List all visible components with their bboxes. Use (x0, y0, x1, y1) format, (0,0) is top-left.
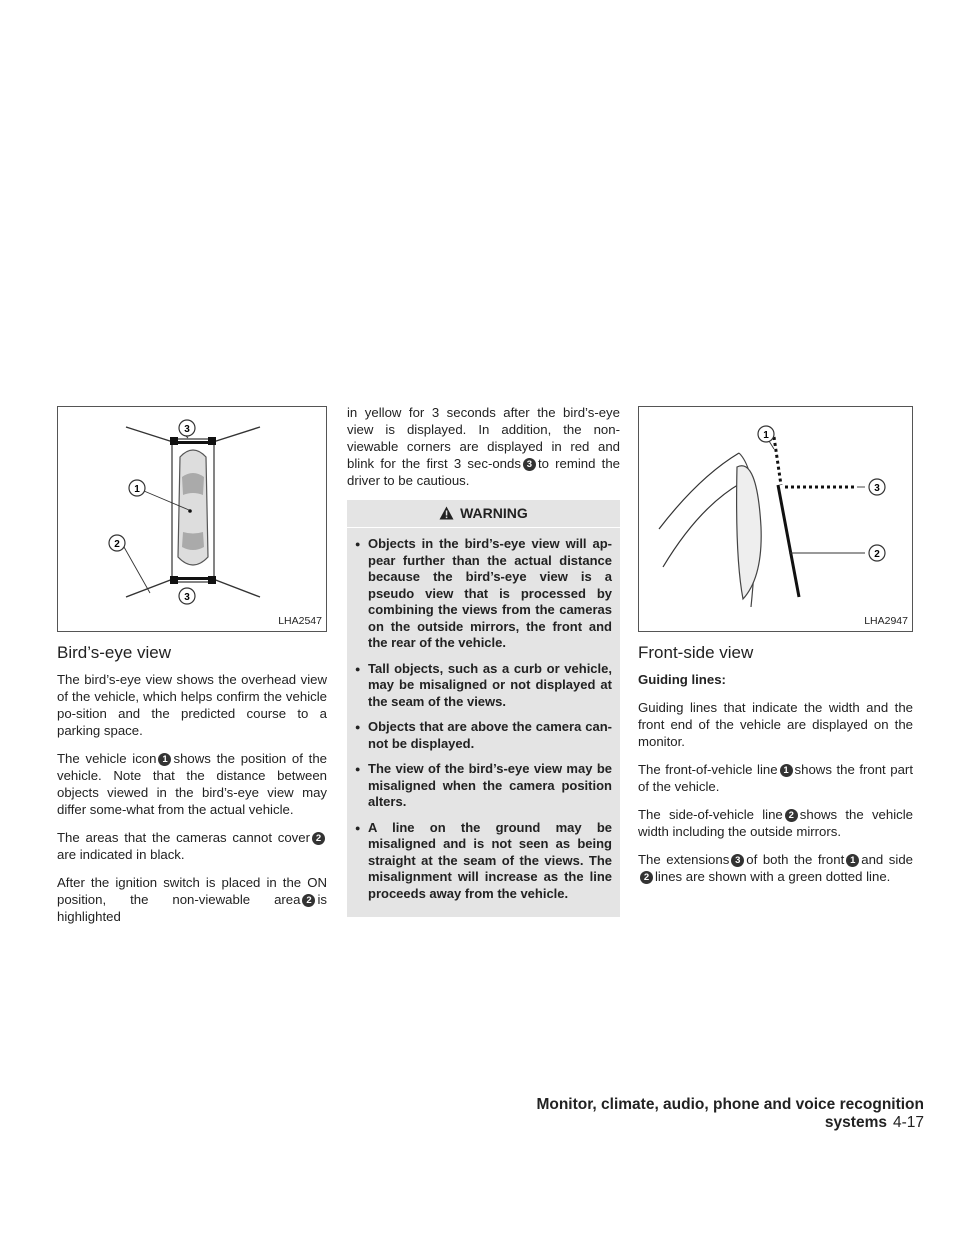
leader-line (124, 547, 150, 593)
svg-text:2: 2 (114, 539, 120, 550)
paragraph: The extensions 3 of both the front 1 and side2 lines are shown with a green dotted line. (638, 852, 913, 884)
paragraph: Guiding lines that indicate the width and the front end of the vehicle are displayed on the monitor. (638, 700, 913, 749)
callout-3-top (179, 420, 195, 436)
figure-code: LHA2947 (864, 615, 908, 627)
callout-1 (758, 426, 774, 442)
callout-3 (869, 479, 885, 495)
guide-line (213, 579, 260, 597)
blind-area-front (172, 441, 214, 444)
svg-text:3: 3 (184, 424, 190, 435)
middle-column (347, 404, 620, 917)
section-heading: Front-side view (638, 643, 754, 662)
tire-icon (737, 466, 762, 599)
warning-box (347, 500, 620, 917)
birds-eye-diagram (58, 407, 328, 631)
curb-line (663, 483, 741, 567)
svg-text:2: 2 (874, 549, 880, 560)
birds-eye-figure (57, 406, 327, 632)
numbered-circle-icon: 3 (523, 458, 536, 471)
warning-item: ● Objects in the bird’s-eye view will ap-pear further than the actual distance because the bird’s-eye view is a pseudo view that is processed by combining the views from the cameras on the outside mirrors, the front and the rear of the vehicle. (355, 536, 612, 652)
warning-item: ● Objects that are above the camera can-not be displayed. (355, 719, 612, 752)
side-of-vehicle-line (778, 485, 799, 597)
guide-line (126, 427, 173, 442)
warning-item: ● Tall objects, such as a curb or vehicle, may be misaligned or not displayed at the seam of the views. (355, 661, 612, 711)
svg-text:1: 1 (763, 430, 769, 441)
front-side-figure (638, 406, 913, 632)
numbered-circle-icon: 1 (846, 854, 859, 867)
rear-window (182, 532, 204, 550)
warning-header: WARNING (347, 500, 620, 528)
figure-code: LHA2547 (278, 615, 322, 627)
paragraph: The vehicle icon 1 shows the position of the vehicle. Note that the distance between objects viewed in the bird’s-eye view may differ some-what from the actual vehicle. (57, 751, 328, 817)
warning-list (355, 536, 612, 902)
guide-line (213, 427, 260, 442)
callout-2 (869, 545, 885, 561)
warning-item: ● A line on the ground may be misaligned and is not seen as being straight at the seam of the views. The misalignment will increase as the line proceeds away from the vehicle. (355, 820, 612, 903)
extension-dotted-line (774, 437, 781, 485)
callout-3-bottom (179, 588, 195, 604)
svg-text:3: 3 (184, 592, 190, 603)
windshield (182, 473, 204, 495)
guide-line (126, 579, 173, 597)
page-footer (454, 1096, 924, 1132)
blind-area-rear (172, 577, 214, 580)
right-column (638, 406, 913, 896)
numbered-circle-icon: 2 (312, 832, 325, 845)
section-heading: Bird’s-eye view (57, 643, 172, 662)
warning-triangle-icon (439, 506, 454, 520)
paragraph: After the ignition switch is placed in the ON position, the non-viewable area 2 is highlighted (57, 875, 327, 924)
leader-line (769, 441, 774, 449)
footer-section-title: Monitor, climate, audio, phone and voice recognition systems (536, 1096, 924, 1131)
callout-2 (109, 535, 125, 551)
svg-text:1: 1 (134, 484, 140, 495)
paragraph: The bird’s-eye view shows the overhead view of the vehicle, which helps confirm the vehicle po-sition and the predicted course to a parking space. (57, 672, 327, 738)
svg-text:3: 3 (874, 483, 880, 494)
numbered-circle-icon: 3 (731, 854, 744, 867)
page-number: 4-17 (892, 1114, 924, 1131)
numbered-circle-icon: 2 (302, 894, 315, 907)
paragraph: The areas that the cameras cannot cover 2are indicated in black. (57, 829, 327, 863)
numbered-circle-icon: 1 (780, 764, 793, 777)
paragraph: in yellow for 3 seconds after the bird’s-eye view is displayed. In addition, the non-viewable corners are displayed in red and blink for the first 3 sec-onds 3 to remind the driver to be cautious. (347, 405, 620, 488)
numbered-circle-icon: 2 (785, 809, 798, 822)
numbered-circle-icon: 2 (640, 871, 653, 884)
callout-1 (129, 480, 145, 496)
left-column (57, 406, 327, 936)
numbered-circle-icon: 1 (158, 753, 171, 766)
subheading: Guiding lines: (638, 672, 726, 687)
warning-item: ● The view of the bird’s-eye view may be misaligned when the camera position alters. (355, 761, 612, 811)
paragraph: The front-of-vehicle line 1 shows the front part of the vehicle. (638, 762, 913, 794)
paragraph: The side-of-vehicle line 2 shows the vehicle width including the outside mirrors. (638, 807, 914, 839)
front-side-diagram (639, 407, 914, 631)
